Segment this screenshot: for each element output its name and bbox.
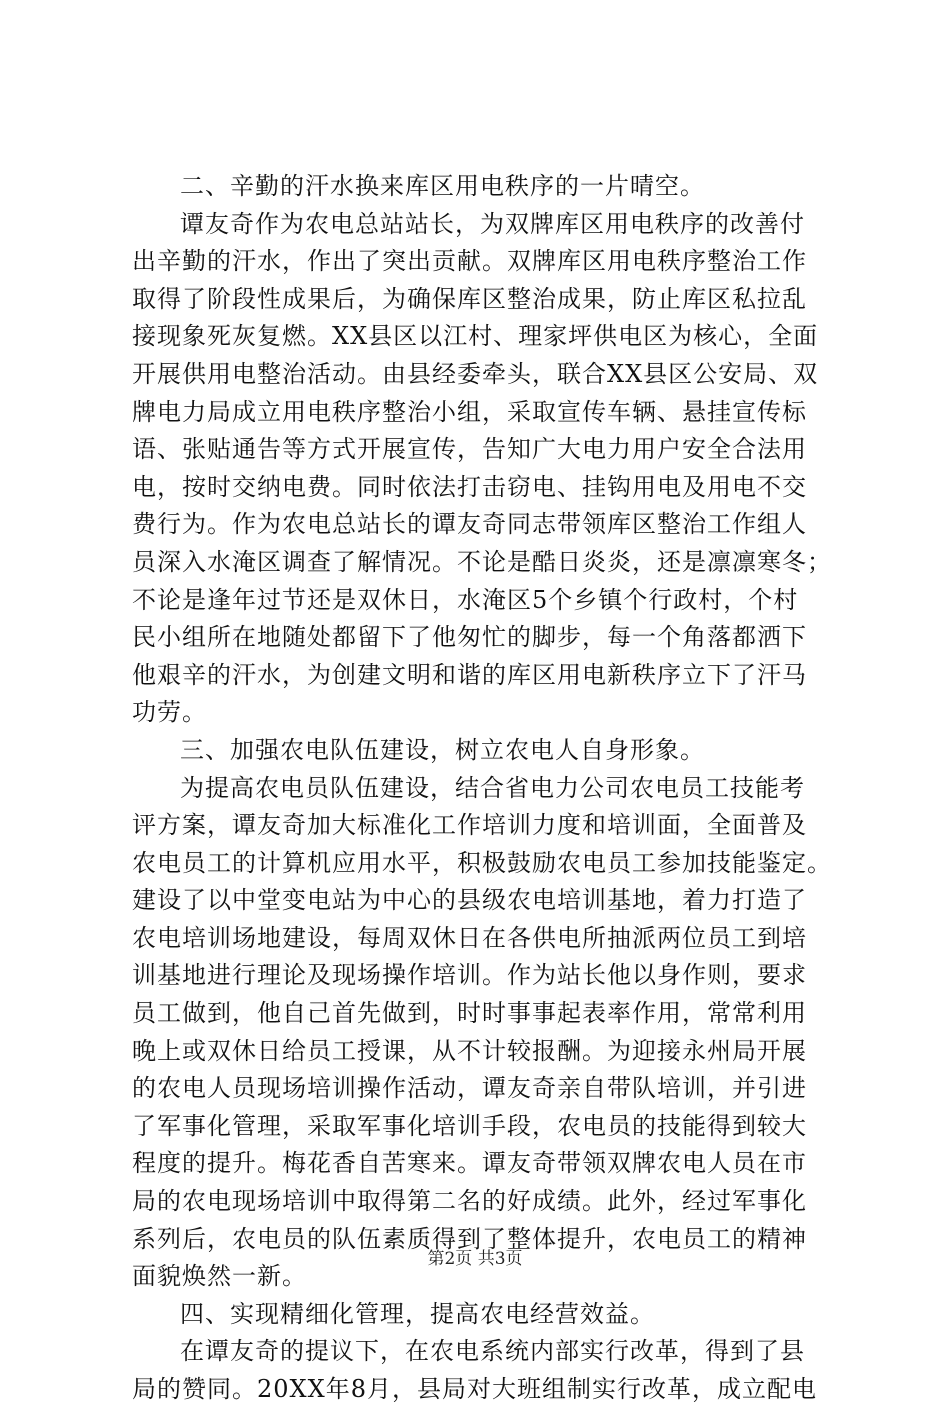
text-line: 取得了阶段性成果后，为确保库区整治成果，防止库区私拉乱	[132, 284, 807, 313]
text-line: 牌电力局成立用电秩序整治小组，采取宣传车辆、悬挂宣传标	[132, 397, 807, 426]
text-line: 接现象死灰复燃。XX县区以江村、理家坪供电区为核心，全面	[132, 322, 819, 351]
text-line: 员深入水淹区调查了解情况。不论是酷日炎炎，还是凛凛寒冬；	[132, 547, 832, 576]
text-line: 在谭友奇的提议下，在农电系统内部实行改革，得到了县	[180, 1337, 805, 1366]
text-line: 民小组所在地随处都留下了他匆忙的脚步，每一个角落都洒下	[132, 623, 807, 652]
text-line: 出辛勤的汗水，作出了突出贡献。双牌库区用电秩序整治工作	[132, 247, 807, 276]
text-line: 为提高农电员队伍建设，结合省电力公司农电员工技能考	[180, 773, 805, 802]
text-line: 农电员工的计算机应用水平，积极鼓励农电员工参加技能鉴定。	[132, 848, 832, 877]
text-line: 语、张贴通告等方式开展宣传，告知广大电力用户安全合法用	[132, 435, 807, 464]
text-line: 局的赞同。20XX年8月，县局对大班组制实行改革，成立配电	[132, 1375, 817, 1403]
text-line: 电，按时交纳电费。同时依法打击窃电、挂钩用电及用电不交	[132, 472, 807, 501]
text-line: 功劳。	[132, 698, 207, 727]
text-line: 费行为。作为农电总站长的谭友奇同志带领库区整治工作组人	[132, 510, 807, 539]
text-line: 二、辛勤的汗水换来库区用电秩序的一片晴空。	[180, 172, 705, 200]
text-line: 不论是逢年过节还是双休日，水淹区5个乡镇个行政村，个村	[132, 585, 799, 614]
text-line: 三、加强农电队伍建设，树立农电人自身形象。	[180, 735, 705, 764]
text-line: 开展供用电整治活动。由县经委牵头，联合XX县区公安局、双	[132, 359, 819, 388]
text-line: 局的农电现场培训中取得第二名的好成绩。此外，经过军事化	[132, 1187, 807, 1216]
text-line: 面貌焕然一新。	[132, 1262, 307, 1291]
text-line: 晚上或双休日给员工授课，从不计较报酬。为迎接永州局开展	[132, 1036, 807, 1065]
text-line: 评方案，谭友奇加大标准化工作培训力度和培训面，全面普及	[132, 811, 807, 840]
text-line: 的农电人员现场培训操作活动，谭友奇亲自带队培训，并引进	[132, 1074, 807, 1103]
text-line: 了军事化管理，采取军事化培训手段，农电员的技能得到较大	[132, 1111, 807, 1140]
text-line: 谭友奇作为农电总站站长，为双牌库区用电秩序的改善付	[180, 209, 805, 238]
text-line: 员工做到，他自己首先做到，时时事事起表率作用，常常利用	[132, 999, 807, 1028]
text-line: 建设了以中堂变电站为中心的县级农电培训基地，着力打造了	[132, 886, 807, 915]
document-body	[132, 168, 832, 1409]
page-footer: 第2页 共3页	[427, 1249, 523, 1269]
text-line: 程度的提升。梅花香自苦寒来。谭友奇带领双牌农电人员在市	[132, 1149, 807, 1178]
text-line: 四、实现精细化管理，提高农电经营效益。	[180, 1299, 655, 1328]
text-line: 训基地进行理论及现场操作培训。作为站长他以身作则，要求	[132, 961, 807, 990]
text-line: 系列后，农电员的队伍素质得到了整体提升，农电员工的精神	[132, 1224, 807, 1253]
text-line: 他艰辛的汗水，为创建文明和谐的库区用电新秩序立下了汗马	[132, 660, 807, 689]
text-line: 农电培训场地建设，每周双休日在各供电所抽派两位员工到培	[132, 923, 807, 952]
